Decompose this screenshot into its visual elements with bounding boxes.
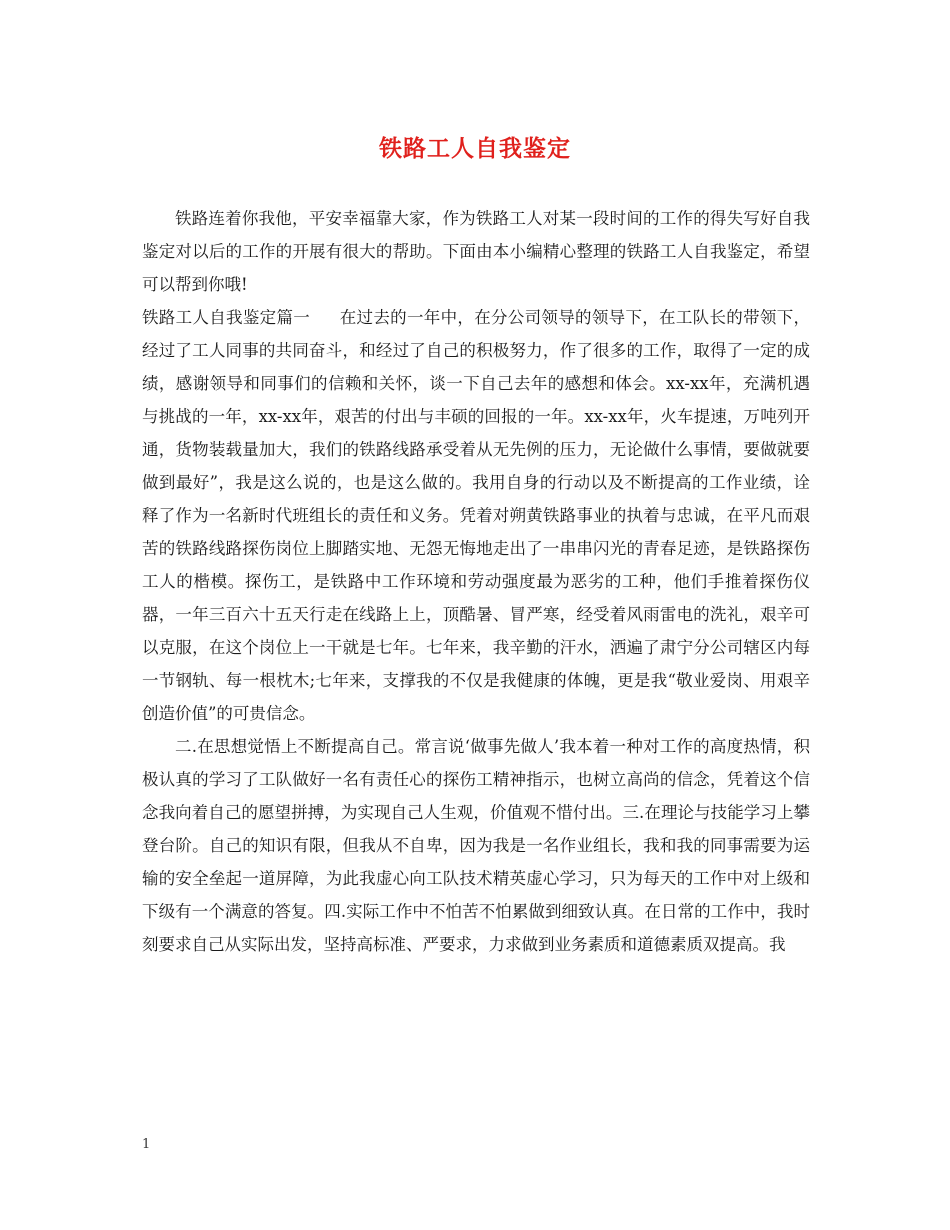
section-heading: 铁路工人自我鉴定篇一 xyxy=(142,308,311,327)
body-paragraph-2: 二.在思想觉悟上不断提高自己。常言说‘做事先做人’我本着一种对工作的高度热情，积极认真的学习了工队做好一名有责任心的探伤工精神指示，也树立高尚的信念，凭着这个信念我向着自己的愿望拼搏，为实现自己人生观，价值观不惜付出。三.在理论与技能学习上攀登台阶。自己的知识有限，但我从不自卑，因为我是一名作业组长，我和我的同事需要为运输的安全垒起一道屏障，为此我虚心向工队技术精英虚心学习，只为每天的工作中对上级和下级有一个满意的答复。四.实际工作中不怕苦不怕累做到细致认真。在日常的工作中，我时刻要求自己从实际出发，坚持高标准、严要求，力求做到业务素质和道德素质双提高。我 xyxy=(142,737,810,954)
section-1-text: 在过去的一年中，在分公司领导的领导下，在工队长的带领下，经过了工人同事的共同奋斗，和经过了自己的积极努力，作了很多的工作，取得了一定的成绩，感谢领导和同事们的信赖和关怀，谈一下自己去年的感想和体会。xx-xx年，充满机遇与挑战的一年，xx-xx年，艰苦的付出与丰硕的回报的一年。xx-xx年，火车提速，万吨列开通，货物装载量加大，我们的铁路线路承受着从无先例的压力，无论做什么事情，要做就要做到最好”，我是这么说的，也是这么做的。我用自身的行动以及不断提高的工作业绩，诠释了作为一名新时代班组长的责任和义务。凭着对朔黄铁路事业的执着与忠诚，在平凡而艰苦的铁路线路探伤岗位上脚踏实地、无怨无悔地走出了一串串闪光的青春足迹，是铁路探伤工人的楷模。探伤工，是铁路中工作环境和劳动强度最为恶劣的工种，他们手推着探伤仪器，一年三百六十五天行走在线路上上，顶酷暑、冒严寒，经受着风雨雷电的洗礼，艰辛可以克服，在这个岗位上一干就是七年。七年来，我辛勤的汗水，洒遍了肃宁分公司辖区内每一节钢轨、每一根枕木;七年来，支撑我的不仅是我健康的体魄，更是我“敬业爱岗、用艰辛创造价值”的可贵信念。 xyxy=(142,308,811,723)
document-title: 铁路工人自我鉴定 xyxy=(379,135,571,162)
intro-paragraph: 铁路连着你我他，平安幸福靠大家，作为铁路工人对某一段时间的工作的得失写好自我鉴定对以后的工作的开展有很大的帮助。下面由本小编精心整理的铁路工人自我鉴定，希望可以帮到你哦! xyxy=(142,209,810,294)
page-number: 1 xyxy=(142,1137,151,1152)
section-1-paragraph xyxy=(142,301,810,730)
document-body xyxy=(142,202,810,961)
